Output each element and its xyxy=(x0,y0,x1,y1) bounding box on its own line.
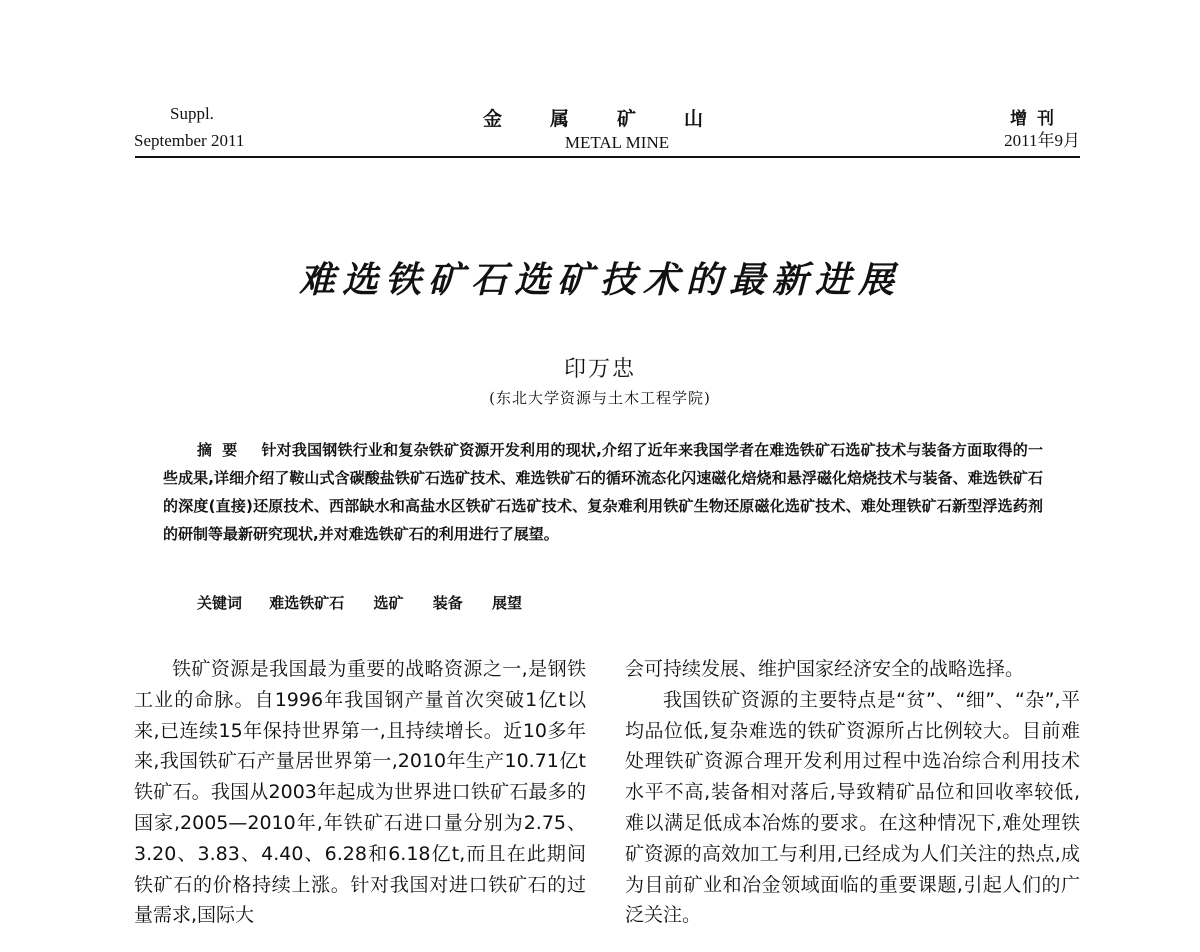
abstract-label: 摘要 xyxy=(197,441,248,459)
keyword-item: 装备 xyxy=(432,594,463,612)
header-supplement-label: Suppl. xyxy=(170,104,214,123)
body-paragraph: 铁矿资源是我国最为重要的战略资源之一,是钢铁工业的命脉。自1996年我国钢产量首次突破1亿t以来,已连续15年保持世界第一,且持续增长。近10多年来,我国铁矿石产量居世界第一,2010年生产10.71亿t铁矿石。我国从2003年起成为世界进口铁矿石最多的国家,2005—2010年,年铁矿石进口量分别为2.75、3.20、3.83、4.40、6.28和6.18亿t,而且在此期间铁矿石的价格持续上涨。针对我国对进口铁矿石的过量需求,国际大 xyxy=(134,658,586,927)
paper-author: 印万忠 xyxy=(563,357,636,382)
body-paragraph: 我国铁矿资源的主要特点是“贫”、“细”、“杂”,平均品位低,复杂难选的铁矿资源所占比例较大。目前难处理铁矿资源合理开发利用过程中选冶综合利用技术水平不高,装备相对落后,导致精矿品位和回收率较低,难以满足低成本冶炼的要求。在这种情况下,难处理铁矿资源的高效加工与利用,已经成为人们关注的热点,成为目前矿业和冶金领域面临的重要课题,引起人们的广泛关注。 xyxy=(625,688,1080,927)
header-journal-title-cn: 金属矿山 xyxy=(482,108,751,130)
abstract xyxy=(163,436,1043,548)
header-journal-title-en: METAL MINE xyxy=(564,133,670,152)
header-issue-date-en: September 2011 xyxy=(134,131,245,150)
body-paragraph: 会可持续发展、维护国家经济安全的战略选择。 xyxy=(625,658,1025,680)
abstract-text: 针对我国钢铁行业和复杂铁矿资源开发利用的现状,介绍了近年来我国学者在难选铁矿石选矿技术与装备方面取得的一些成果,详细介绍了鞍山式含碳酸盐铁矿石选矿技术、难选铁矿石的循环流态化闪速磁化焙烧和悬浮磁化焙烧技术与装备、难选铁矿石的深度(直接)还原技术、西部缺水和高盐水区铁矿石选矿技术、复杂难利用铁矿生物还原磁化选矿技术、难处理铁矿石新型浮选药剂的研制等最新研究现状,并对难选铁矿石的利用进行了展望。 xyxy=(163,441,1043,543)
header-supplement-label-cn: 增 刊 xyxy=(1010,109,1056,129)
keyword-item: 难选铁矿石 xyxy=(269,594,345,612)
keywords-label: 关键词 xyxy=(197,594,243,612)
body-column-right xyxy=(625,654,1080,931)
keywords xyxy=(197,592,1037,613)
header-issue-date-cn: 2011年9月 xyxy=(1004,131,1080,150)
paper-affiliation: (东北大学资源与土木工程学院) xyxy=(489,389,711,407)
body-column-left xyxy=(134,654,586,931)
header-rule xyxy=(135,156,1080,158)
keyword-item: 展望 xyxy=(492,594,523,612)
paper-title: 难选铁矿石选矿技术的最新进展 xyxy=(298,259,901,301)
keyword-item: 选矿 xyxy=(373,594,404,612)
